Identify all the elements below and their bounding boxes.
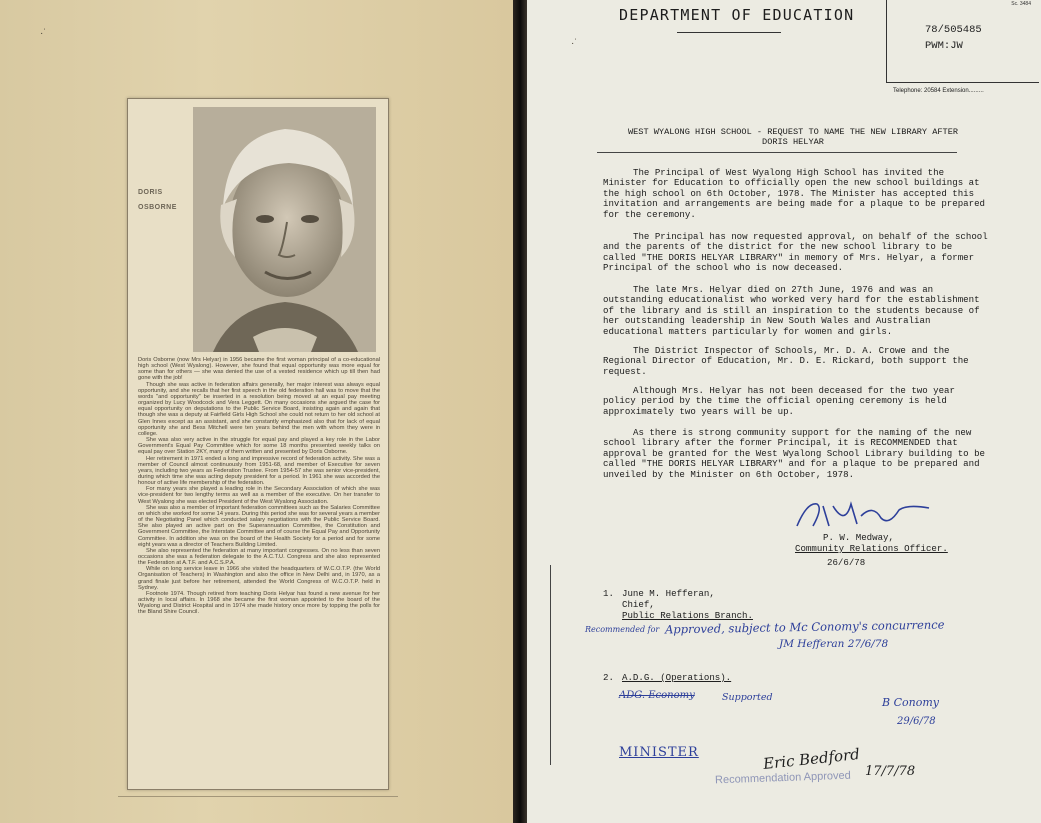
handwritten-minister-signature: Eric Bedford bbox=[762, 744, 861, 774]
clipping-paragraph: She was also a member of important federation committees such as the Salaries Committee on which she worked for some 14 years. During this period she was for several years a member of the Negotiating Panel which conducted salary negotiations with the Public Service Board. She also played an active part on the Superannuation Committee, the Constitution and Government Committee, the Interstate Committee and of course the Equal Pay and Opportunity Committee. In addition she was on the board of the Health Society for a period and for some eight years was a director of Teachers Building Limited. bbox=[138, 504, 380, 548]
paragraph-text: The Principal has now requested approval, on behalf of the school and the parents of the district for the new school library to be called "THE DORIS HELYAR LIBRARY" in memory of Mrs. Helyar, a former Principal of the school who is now deceased. bbox=[603, 231, 988, 274]
routing-item-1-number: 1. bbox=[603, 588, 614, 599]
clipping-paragraph: She also represented the federation at many important congresses. On no less than seven occasions she was a federation delegate to the A.C.T.U. Congress and she also represented the Federation at A.T.F. and A.C.S.P.A. bbox=[138, 547, 380, 567]
memo-paragraph-4 bbox=[603, 346, 988, 377]
paragraph-text: The District Inspector of Schools, Mr. D. A. Crowe and the Regional Director of Education, Mr. D. E. Rickard, both support the request. bbox=[603, 345, 969, 377]
margin-rule bbox=[550, 565, 551, 765]
subject-rule bbox=[597, 152, 957, 153]
handwritten-hefferan-signature: JM Hefferan 27/6/78 bbox=[779, 638, 889, 650]
clipping-paragraph: For many years she played a leading role in the Secondary Association of which she was vice-president for two lengthy terms as well as a member of the executive. On her transfer to West Wyalong she was elected President of the West Wyalong Association. bbox=[138, 486, 380, 505]
reference-initials: PWM:JW bbox=[925, 40, 963, 52]
recommendation-approved-stamp: Recommendation Approved bbox=[714, 769, 851, 787]
clipping-first-name: DORIS bbox=[138, 189, 163, 196]
handwritten-adg-economy: ADG. Economy bbox=[619, 690, 695, 701]
form-code: Sc. 3484 bbox=[1011, 1, 1031, 7]
medway-signature-scribble bbox=[789, 496, 939, 536]
clipping-paragraph: She was also very active in the struggle for equal pay and played a key role in the Labor Government's Equal Pay Committee which for some 18 months presented weekly talks on equal pay over Station 2KY, many of them written and presented by Doris Osborne. bbox=[138, 437, 380, 456]
portrait-illustration bbox=[193, 107, 376, 352]
paragraph-text: The Principal of West Wyalong High School has invited the Minister for Education to officially open the new school buildings at the high school on 6th October, 1978. The Minister has accepted this invitation and arrangements are being made for a plaque to be prepared for the ceremony. bbox=[603, 167, 985, 220]
reference-box bbox=[886, 0, 1039, 83]
handwritten-minister-date: 17/7/78 bbox=[865, 764, 916, 779]
memo-paragraph-5 bbox=[603, 386, 988, 417]
routing-recipient-name: June M. Hefferan, bbox=[622, 588, 715, 599]
paragraph-text: As there is strong community support for the naming of the new school library after the former Principal, it is RECOMMENDED that approval be granted for the West Wyalong School Library building to be called "THE DORIS HELYAR LIBRARY" and for a plaque to be prepared and unveiled by the Minister on 6th October, 1978. bbox=[603, 427, 985, 480]
clipping-paragraph: Her retirement in 1971 ended a long and impressive record of federation activity. She was a member of Council almost continuously from 1951-68, and member of Executive for seven years, including two years as Federation Trustee. From 1954-57 she was senior vice-president, during which time she was acting deputy president for a period. In 1961 she was accorded the honour of active life membership of the federation. bbox=[138, 455, 380, 487]
clipping-paragraph: Footnote 1974. Though retired from teaching Doris Helyar has found a new avenue for her activity in local affairs. In 1968 she became the first woman appointed to the board of the Wyalong and District Hospital and in 1974 she made history once more by topping the polls for the Bland Shire Council. bbox=[138, 590, 380, 616]
ink-speck: ·˙ bbox=[40, 28, 47, 39]
memo-paragraph-2 bbox=[603, 232, 988, 274]
right-page-memo bbox=[527, 0, 1041, 823]
department-heading: DEPARTMENT OF EDUCATION bbox=[619, 6, 855, 24]
handwritten-economy-signature: B Conomy bbox=[882, 696, 939, 709]
handwritten-minister: MINISTER bbox=[619, 745, 699, 760]
handwritten-recommended-for: Recommended for bbox=[585, 625, 660, 634]
routing-recipient-role: Chief, bbox=[622, 599, 655, 610]
memo-paragraph-6 bbox=[603, 428, 988, 480]
handwritten-economy-date: 29/6/78 bbox=[897, 716, 936, 727]
clipping-name bbox=[138, 185, 177, 215]
page-edge-line bbox=[118, 796, 398, 797]
signatory-title: Community Relations Officer. bbox=[795, 543, 948, 554]
ink-speck: ·˙ bbox=[571, 38, 578, 49]
handwritten-approval-note: Approved, subject to Mc Conomy's concurrence bbox=[664, 617, 945, 637]
subject-line-2: DORIS HELYAR bbox=[762, 137, 824, 147]
clipping-article bbox=[138, 357, 380, 616]
routing-recipient-branch: Public Relations Branch. bbox=[622, 610, 753, 621]
subject-line-1: WEST WYALONG HIGH SCHOOL - REQUEST TO NAME THE NEW LIBRARY AFTER bbox=[627, 127, 959, 137]
clipping-paragraph: Doris Osborne (now Mrs Helyar) in 1956 became the first woman principal of a co-educational high school (West Wyalong). However, she found that equal opportunity was more equal for some than for others — she was denied the use of a vested residence which up till then had gone with the job! bbox=[138, 357, 380, 382]
handwritten-supported: Supported bbox=[722, 692, 773, 703]
memo-paragraph-1 bbox=[603, 168, 988, 220]
memo-paragraph-3 bbox=[603, 285, 988, 337]
routing-item-2-number: 2. bbox=[603, 672, 614, 683]
routing-adg-operations: A.D.G. (Operations). bbox=[622, 672, 732, 683]
newspaper-clipping bbox=[127, 98, 389, 790]
signature-date: 26/6/78 bbox=[827, 557, 866, 568]
telephone-line: Telephone: 20584 Extension......... bbox=[893, 88, 984, 94]
clipping-paragraph: Though she was active in federation affairs generally, her major interest was always equal opportunity, and she recalls that her first speech in the old federation hall was to move that the words "and opportunity" be inserted in a resolution being moved at an equal pay meeting organized by Lucy Woodcock and Vera Leggett. On many occasions she argued the case for equal opportunity on deputations to the Public Service Board, insisting again and again that though she was a deputy at Fairfield Girls High School she could not return to her old school at Glen Innes except as an assistant, and she constantly emphasized also that for lack of equal opportunity she and Bess Mitchell were ten years behind the men with whom they were in college. bbox=[138, 381, 380, 437]
paragraph-text: Although Mrs. Helyar has not been deceased for the two year policy period by the time the official opening ceremony is held approximately two years will be up. bbox=[603, 385, 955, 417]
clipping-last-name: OSBORNE bbox=[138, 204, 177, 211]
portrait-photo bbox=[193, 107, 376, 352]
heading-rule bbox=[677, 32, 781, 33]
memo-subject bbox=[603, 127, 983, 147]
paragraph-text: The late Mrs. Helyar died on 27th June, 1976 and was an outstanding educationalist who worked very hard for the establishment of the library and is still an inspiration to the students because of her outstanding leadership in New South Wales and Australian educational matters particularly for women and girls. bbox=[603, 284, 980, 337]
reference-number: 78/505485 bbox=[925, 24, 982, 36]
signatory-name: P. W. Medway, bbox=[823, 532, 894, 543]
clipping-paragraph: While on long service leave in 1966 she visited the headquarters of W.C.O.T.P. (the World Organisation of Teachers) in Washington and also the office in New Delhi and, in 1970, as a grand finale just before her retirement, attended the World Congress of W.C.O.T.P. held in Sydney. bbox=[138, 566, 380, 591]
left-page bbox=[0, 0, 513, 823]
book-gutter bbox=[513, 0, 527, 823]
